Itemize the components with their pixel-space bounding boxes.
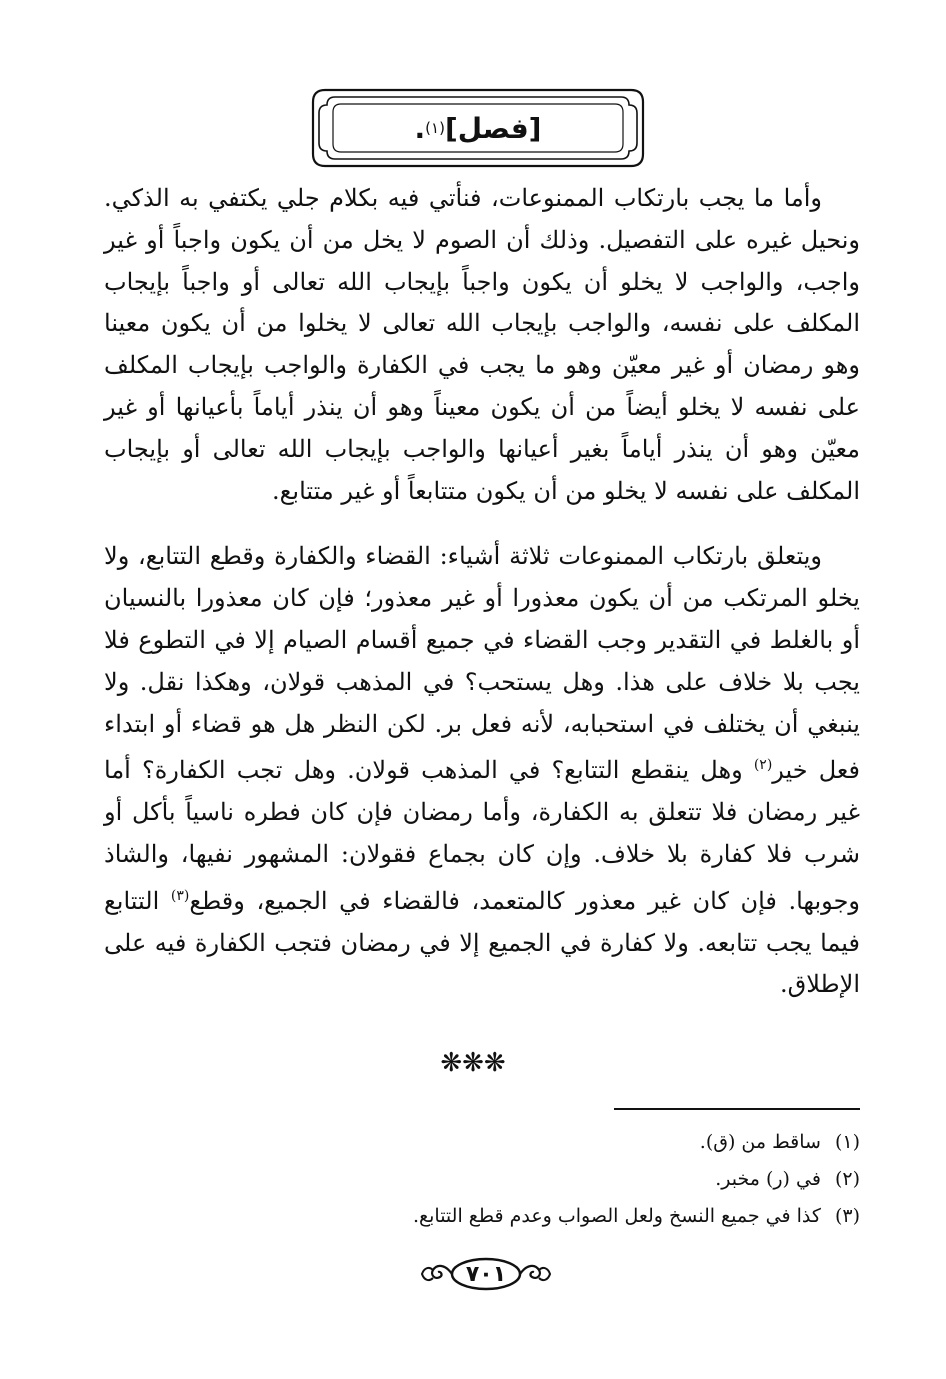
chapter-title xyxy=(311,88,645,168)
paragraph-2 xyxy=(104,536,860,1006)
paragraph-2-part-2: وهل ينقطع التتابع؟ في المذهب قولان. وهل تجب الكفارة؟ أما غير رمضان فلا تتعلق به الكفارة، وأما رمضان فإن كان فطره ناسياً بأكل أو شرب فلا كفارة بلا خلاف. وإن كان بجماع فقولان: المشهور نفيها، والشاذ وجوبها. فإن كان غير معذور كالمتعمد، فالقضاء في الجميع، وقطع xyxy=(104,756,860,915)
section-separator: ❋❋❋ xyxy=(440,1048,506,1078)
footnote-text: في (ر) مخبر. xyxy=(715,1168,821,1190)
chapter-title-footnote-ref: (١) xyxy=(425,119,445,137)
footnote-ref-2: (٢) xyxy=(753,757,773,774)
footnote-number: (٢) xyxy=(834,1168,860,1190)
footnote-number: (٣) xyxy=(834,1205,860,1227)
footnote-ref-3: (٣) xyxy=(170,887,190,904)
footnote-number: (١) xyxy=(834,1131,860,1153)
chapter-title-frame xyxy=(311,88,645,168)
footnote-divider xyxy=(614,1108,860,1110)
chapter-title-end: . xyxy=(414,111,426,145)
page-number: ٧٠١ xyxy=(465,1261,507,1287)
footnote-item xyxy=(300,1124,860,1161)
page-number-ornament xyxy=(419,1254,553,1294)
footnote-item xyxy=(300,1198,860,1235)
paragraph-1: وأما ما يجب بارتكاب الممنوعات، فنأتي فيه بكلام جلي يكتفي به الذكي. ونحيل غيره على التفصيل. وذلك أن الصوم لا يخل من أن يكون واجباً أو غير واجب، والواجب لا يخلو أن يكون واجباً بإيجاب الله تعالى أو واجباً بإيجاب المكلف على نفسه، والواجب بإيجاب الله تعالى لا يخلوا من أن يكون معينا وهو رمضان أو غير معيّن وهو ما يجب في الكفارة والواجب بإيجاب المكلف على نفسه لا يخلو أيضاً من أن يكون معيناً وهو أن ينذر أياماً بأعيانها أو غير معيّن وهو أن ينذر أياماً بغير أعيانها والواجب بإيجاب الله تعالى أو بإيجاب المكلف على نفسه لا يخلو من أن يكون متتابعاً أو غير متتابع. xyxy=(104,184,860,505)
paragraph-2-part-3: التتابع فيما يجب تتابعه. ولا كفارة في الجميع إلا في رمضان فتجب الكفارة فيه على الإطلاق. xyxy=(104,886,861,999)
footnote-item xyxy=(300,1161,860,1198)
footnotes xyxy=(300,1124,860,1235)
chapter-title-label: [فصل] xyxy=(444,111,542,145)
paragraph-2-part-1: ويتعلق بارتكاب الممنوعات ثلاثة أشياء: القضاء والكفارة وقطع التتابع، ولا يخلو المرتكب من أن يكون معذورا أو غير معذور؛ فإن كان معذورا بالنسيان أو بالغلط في التقدير وجب القضاء في جميع أقسام الصيام إلا في التطوع فلا يجب بلا خلاف على هذا. وهل يستحب؟ في المذهب قولان، وهكذا نقل. ولا ينبغي أن يختلف في استحبابه، لأنه فعل بر. لكن النظر هل هو قضاء أو ابتداء فعل خير xyxy=(104,542,861,785)
footnote-text: كذا في جميع النسخ ولعل الصواب وعدم قطع التتابع. xyxy=(412,1205,821,1227)
footnote-text: ساقط من (ق). xyxy=(699,1131,821,1153)
main-text xyxy=(104,178,860,1006)
